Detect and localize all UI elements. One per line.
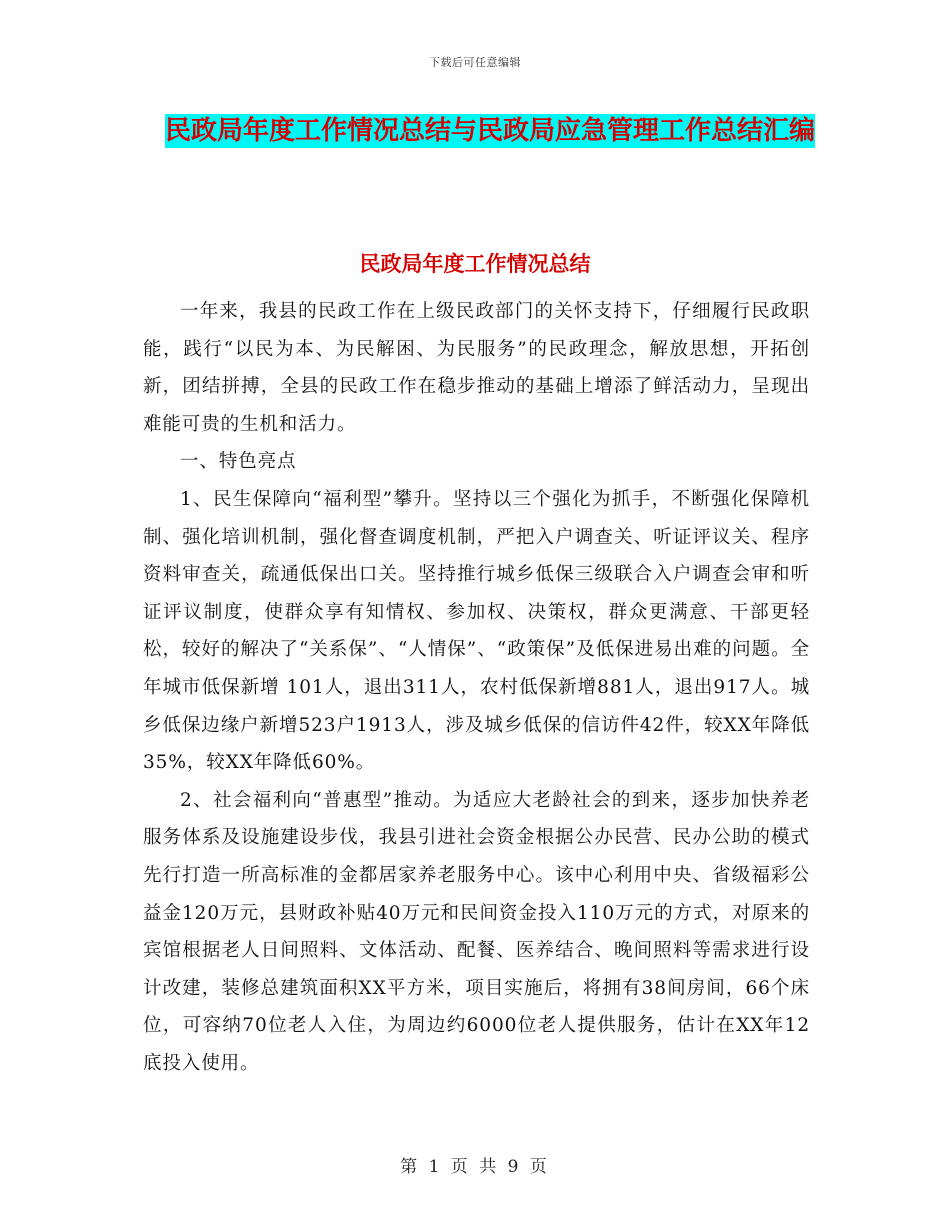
paragraph-intro: 一年来，我县的民政工作在上级民政部门的关怀支持下，仔细履行民政职能，践行“以民为本、为民解困、为民服务”的民政理念，解放思想，开拓创新，团结拼搏，全县的民政工作在稳步推动的基础上增添了鲜活动力，呈现出难能可贵的生机和活力。: [143, 301, 810, 435]
page-footer: 第 1 页 共 9 页: [400, 1157, 550, 1177]
paragraph-welfare: 2、社会福利向“普惠型”推动。为适应大老龄社会的到来，逐步加快养老服务体系及设施建设步伐，我县引进社会资金根据公办民营、民办公助的模式先行打造一所高标准的金都居家养老服务中心。该中心利用中央、省级福彩公益金120万元，县财政补贴40万元和民间资金投入110万元的方式，对原来的宾馆根据老人日间照料、文体活动、配餐、医养结合、晚间照料等需求进行设计改建，装修总建筑面积XX平方米，项目实施后，将拥有38间房间，66个床位，可容纳70位老人入住，为周边约6000位老人提供服务，估计在XX年12底投入使用。: [143, 789, 810, 1074]
paragraph-heading-features: 一、特色亮点: [180, 451, 297, 473]
body-text: [143, 293, 810, 1082]
paragraph-livelihood: 1、民生保障向“福利型”攀升。坚持以三个强化为抓手，不断强化保障机制、强化培训机制，强化督查调度机制，严把入户调查关、听证评议关、程序资料审查关，疏通低保出口关。坚持推行城乡低保三级联合入户调查会审和听证评议制度，使群众享有知情权、参加权、决策权，群众更满意、干部更轻松，较好的解决了“关系保”、“人情保”、“政策保”及低保进易出难的问题。全年城市低保新增 101人，退出311人，农村低保新增881人，退出917人。城乡低保边缘户新增523户1913人，涉及城乡低保的信访件42件，较XX年降低35%，较XX年降低60%。: [143, 488, 810, 774]
section-title: 民政局年度工作情况总结: [359, 252, 591, 276]
document-title: [140, 106, 840, 156]
document-title-text: 民政局年度工作情况总结与民政局应急管理工作总结汇编: [164, 116, 815, 146]
header-note: 下载后可任意编辑: [429, 56, 521, 69]
